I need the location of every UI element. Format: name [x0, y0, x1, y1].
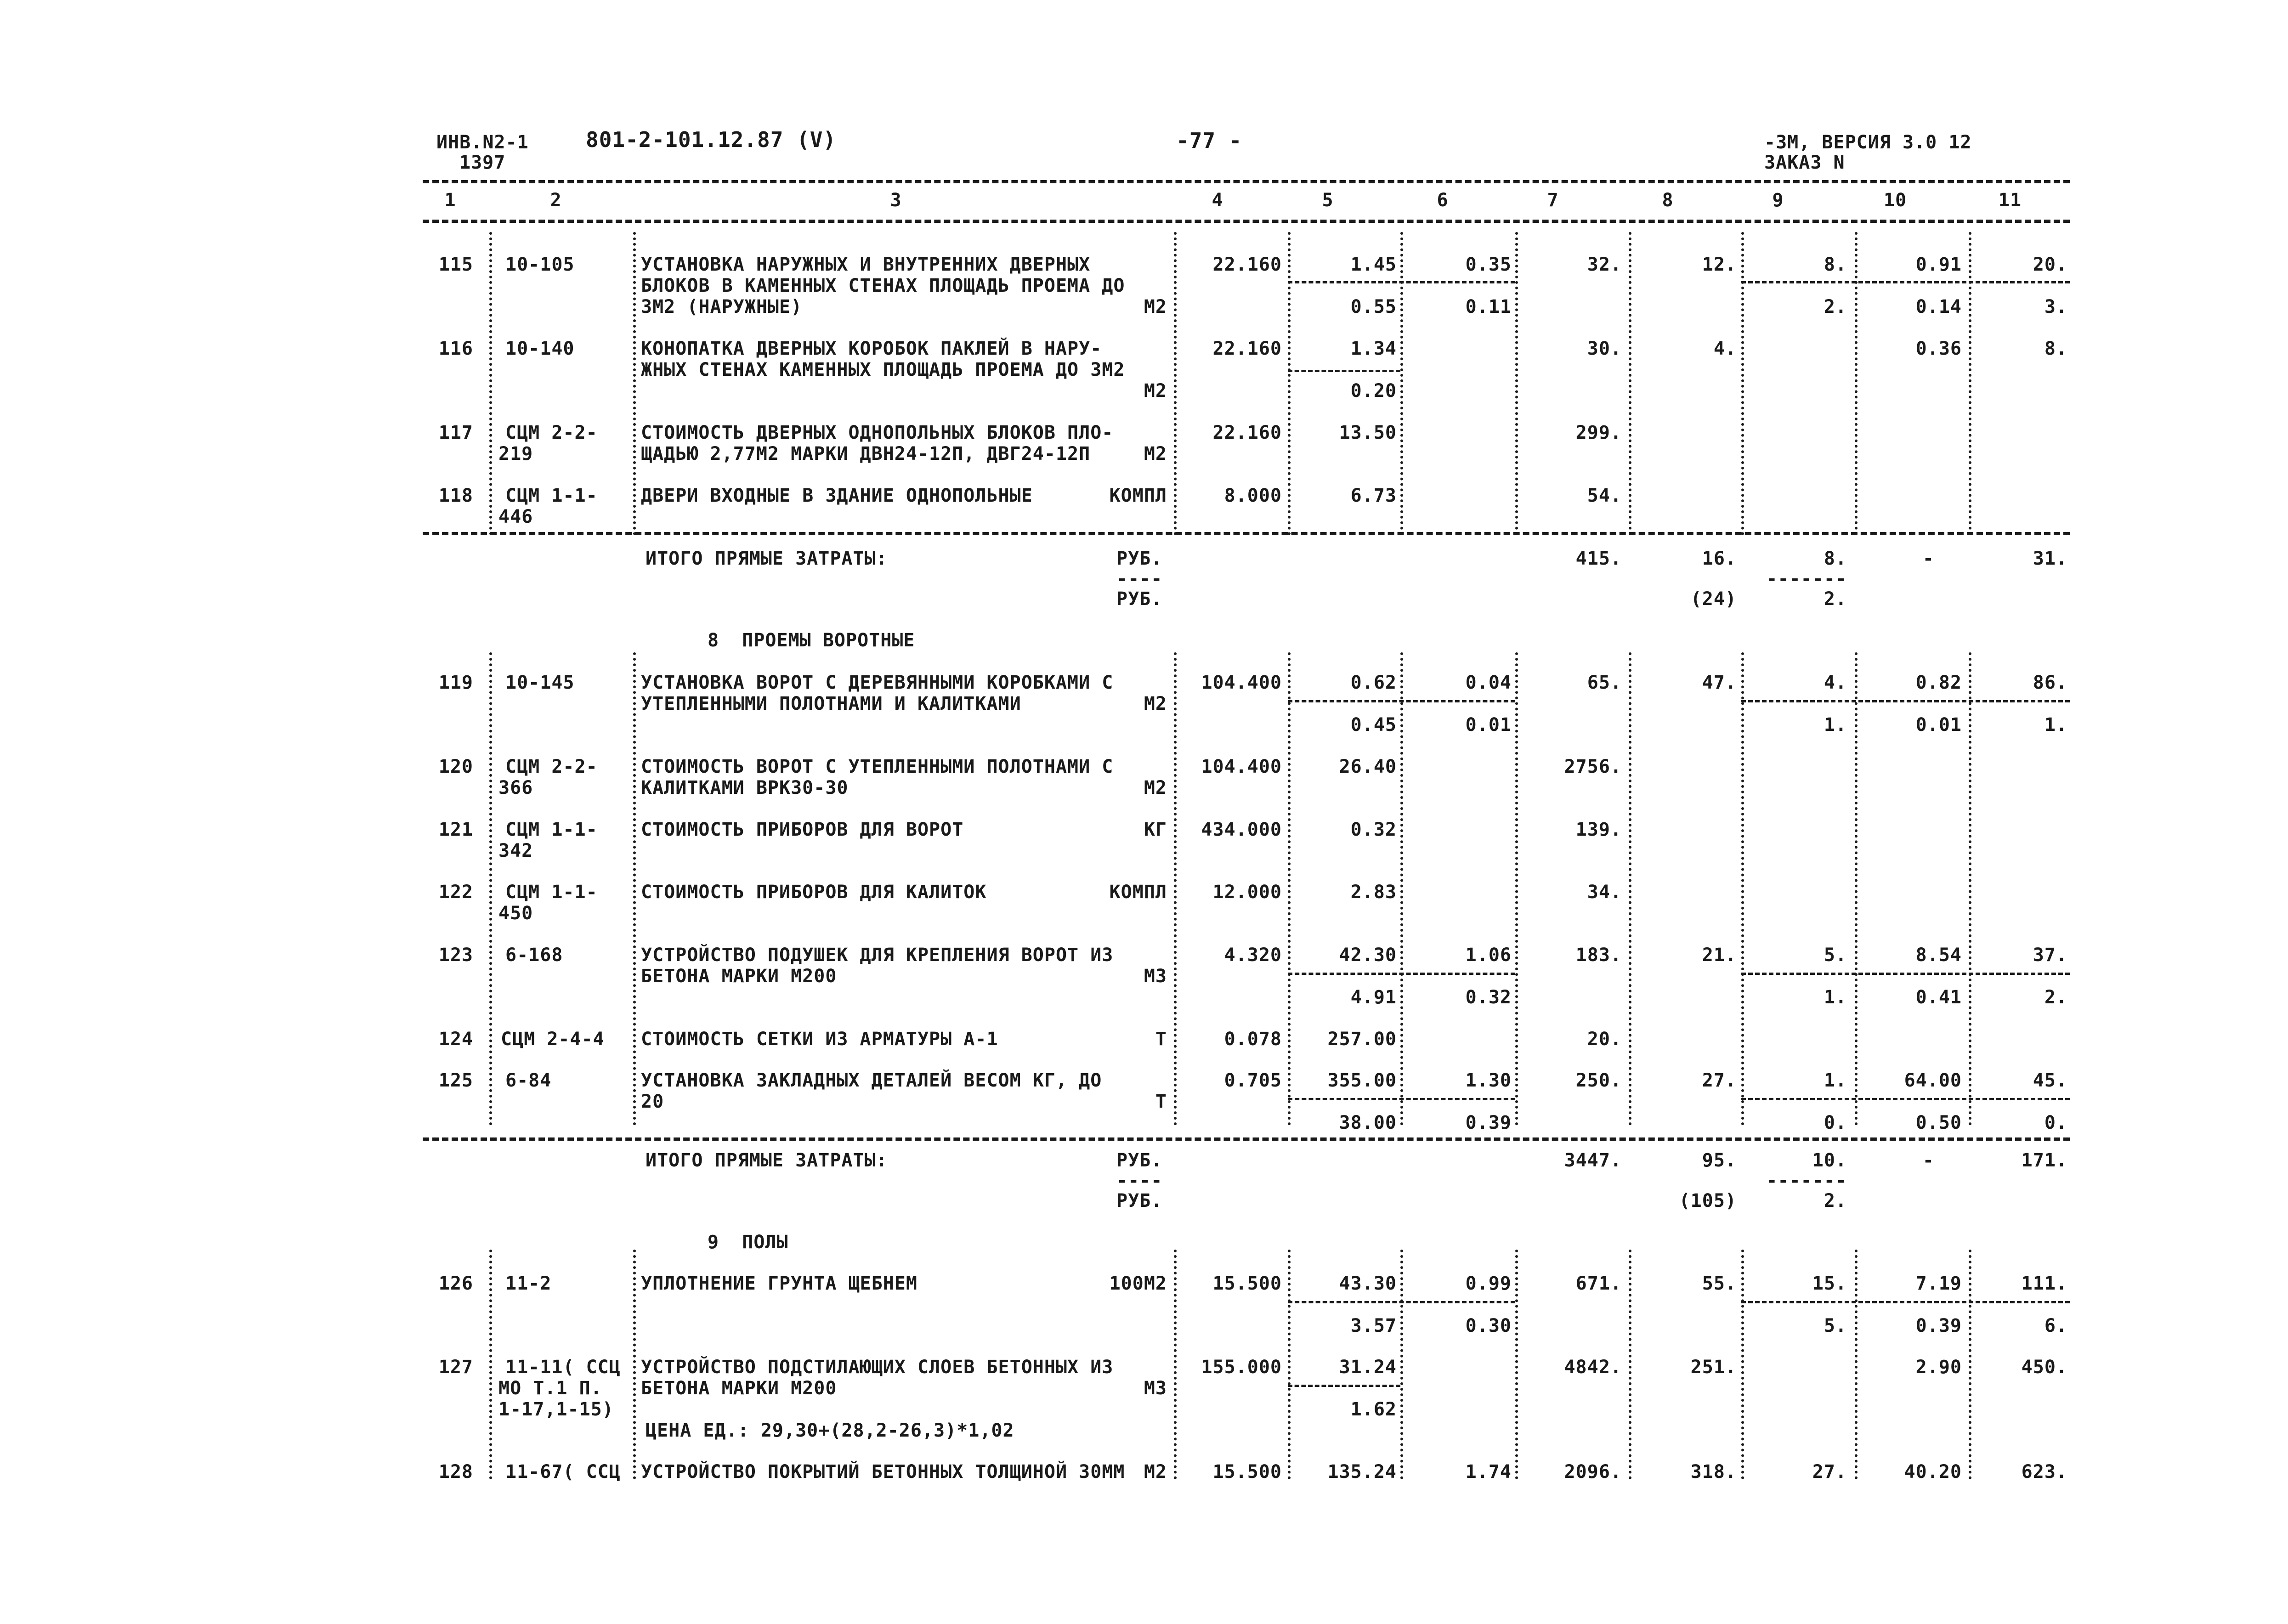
- cell-col-10: 2.90: [1915, 1357, 1962, 1378]
- row-number: 117: [438, 422, 473, 443]
- totals-col-9-b: 2.: [1824, 588, 1847, 610]
- col-sep: [1629, 652, 1631, 1126]
- col-sep: [1515, 232, 1518, 535]
- cell-col-4: 0.705: [1224, 1070, 1282, 1091]
- row-code-cont: 219: [498, 443, 533, 464]
- cell-col-5: 31.24: [1339, 1357, 1397, 1378]
- inventory-number: 1397: [459, 152, 506, 173]
- cell-col-4: 104.400: [1201, 756, 1282, 777]
- row-description-line: СТОИМОСТЬ ПРИБОРОВ ДЛЯ ВОРОТ: [641, 819, 964, 840]
- row-description-line: УСТАНОВКА НАРУЖНЫХ И ВНУТРЕННИХ ДВЕРНЫХ: [641, 254, 1091, 275]
- row-description-line: УСТРОЙСТВО ПОДУШЕК ДЛЯ КРЕПЛЕНИЯ ВОРОТ ИЗ: [641, 945, 1114, 966]
- row-unit: М3: [1144, 966, 1167, 987]
- cell-col-5: 2.83: [1350, 882, 1397, 903]
- row-description-line: БЕТОНА МАРКИ М200: [641, 966, 837, 987]
- col-sep: [1741, 652, 1744, 1126]
- row-code-cont: 450: [498, 903, 533, 924]
- cell-col-8: 251.: [1690, 1357, 1737, 1378]
- row-code-cont: МО Т.1 П.: [498, 1378, 602, 1399]
- col-sep: [1629, 1250, 1631, 1479]
- cell-col-5: 0.32: [1350, 819, 1397, 840]
- totals-col-10: -: [1922, 548, 1934, 569]
- section-title: 9 ПОЛЫ: [708, 1232, 788, 1253]
- cell-col-5: 355.00: [1327, 1070, 1397, 1091]
- cell-col-5: 0.62: [1350, 672, 1397, 693]
- cell-col-11: 86.: [2033, 672, 2067, 693]
- cell-col-5-sub: 3.57: [1350, 1315, 1397, 1336]
- cell-col-9-sub: 0.: [1824, 1112, 1847, 1133]
- row-description-line: 3М2 (НАРУЖНЫЕ): [641, 296, 803, 317]
- cell-col-10-sub: 0.50: [1915, 1112, 1962, 1133]
- cell-col-9: 15.: [1812, 1273, 1847, 1294]
- cell-col-10-sub: 0.39: [1915, 1315, 1962, 1336]
- section-title: 8 ПРОЕМЫ ВОРОТНЫЕ: [708, 630, 915, 651]
- row-description-line: УТЕПЛЕННЫМИ ПОЛОТНАМИ И КАЛИТКАМИ: [641, 693, 1021, 714]
- col-head-11: 11: [1998, 190, 2022, 211]
- col-sep: [633, 652, 636, 1126]
- totals-unit-2: РУБ.: [1116, 588, 1163, 610]
- cell-col-10: 64.00: [1904, 1070, 1962, 1091]
- cell-col-11: 8.: [2044, 338, 2067, 359]
- row-code-cont: 342: [498, 840, 533, 861]
- row-code: СЦМ 2-2-: [505, 422, 598, 443]
- totals-unit: РУБ.: [1116, 1150, 1163, 1171]
- totals-col-11: 171.: [2021, 1150, 2067, 1171]
- page-number: -77 -: [1176, 128, 1242, 153]
- row-number: 120: [438, 756, 473, 777]
- cell-col-10: 0.91: [1915, 254, 1962, 275]
- col-head-1: 1: [444, 190, 456, 211]
- row-number: 115: [438, 254, 473, 275]
- cell-col-5-sub: 1.62: [1350, 1399, 1397, 1420]
- sub-rule: [1288, 1385, 1400, 1387]
- totals-col-9-b: 2.: [1824, 1190, 1847, 1211]
- cell-col-4: 434.000: [1201, 819, 1282, 840]
- row-code: СЦМ 1-1-: [505, 485, 598, 506]
- cell-col-11: 37.: [2033, 945, 2067, 966]
- cell-col-7: 54.: [1587, 485, 1622, 506]
- cell-col-7: 2756.: [1564, 756, 1622, 777]
- cell-col-5: 1.34: [1350, 338, 1397, 359]
- cell-col-7: 30.: [1587, 338, 1622, 359]
- col-sep: [1288, 232, 1291, 535]
- cell-col-7: 299.: [1575, 422, 1622, 443]
- col-sep: [1741, 232, 1744, 535]
- cell-col-5: 13.50: [1339, 422, 1397, 443]
- cell-col-5: 1.45: [1350, 254, 1397, 275]
- row-unit: М2: [1144, 296, 1167, 317]
- sub-rule: [1741, 973, 2070, 975]
- col-head-5: 5: [1322, 190, 1334, 211]
- cell-col-10-sub: 0.14: [1915, 296, 1962, 317]
- cell-col-10: 0.36: [1915, 338, 1962, 359]
- row-unit: КГ: [1144, 819, 1167, 840]
- cell-col-9: 27.: [1812, 1461, 1847, 1483]
- cell-col-6-sub: 0.39: [1465, 1112, 1512, 1133]
- cell-col-7: 20.: [1587, 1029, 1622, 1050]
- col-sep: [1400, 652, 1403, 1126]
- cell-col-10: 0.82: [1915, 672, 1962, 693]
- row-description-line: УСТАНОВКА ВОРОТ С ДЕРЕВЯННЫМИ КОРОБКАМИ С: [641, 672, 1114, 693]
- row-code: 6-84: [505, 1070, 552, 1091]
- col-sep: [489, 1250, 492, 1479]
- cell-col-5-sub: 0.55: [1350, 296, 1397, 317]
- row-unit: Т: [1155, 1091, 1167, 1112]
- cell-col-4: 22.160: [1212, 254, 1282, 275]
- unit-price-note: ЦЕНА ЕД.: 29,30+(28,2-26,3)*1,02: [646, 1420, 1014, 1441]
- row-description-line: СТОИМОСТЬ ВОРОТ С УТЕПЛЕННЫМИ ПОЛОТНАМИ С: [641, 756, 1114, 777]
- header-rule-bottom: [423, 220, 2070, 223]
- col-sep: [1855, 652, 1858, 1126]
- cell-col-4: 22.160: [1212, 422, 1282, 443]
- cell-col-10: 7.19: [1915, 1273, 1962, 1294]
- cell-col-9: 1.: [1824, 1070, 1847, 1091]
- col-head-6: 6: [1437, 190, 1449, 211]
- row-unit: КОМПЛ: [1109, 485, 1167, 506]
- row-code-cont: 1-17,1-15): [498, 1399, 614, 1420]
- cell-col-4: 155.000: [1201, 1357, 1282, 1378]
- row-code: СЦМ 1-1-: [505, 819, 598, 840]
- cell-col-7: 32.: [1587, 254, 1622, 275]
- row-number: 126: [438, 1273, 473, 1294]
- totals-col-8-b: (105): [1679, 1190, 1737, 1211]
- cell-col-5-sub: 0.45: [1350, 714, 1397, 736]
- cell-col-10: 8.54: [1915, 945, 1962, 966]
- cell-col-11-sub: 6.: [2044, 1315, 2067, 1336]
- row-description-line: ДВЕРИ ВХОДНЫЕ В ЗДАНИЕ ОДНОПОЛЬНЫЕ: [641, 485, 1033, 506]
- col-sep: [1515, 1250, 1518, 1479]
- row-unit: 100М2: [1109, 1273, 1167, 1294]
- totals-col-11: 31.: [2033, 548, 2067, 569]
- cell-col-4: 15.500: [1212, 1461, 1282, 1483]
- row-description-line: БЕТОНА МАРКИ М200: [641, 1378, 837, 1399]
- cell-col-6: 1.06: [1465, 945, 1512, 966]
- cell-col-5: 6.73: [1350, 485, 1397, 506]
- row-number: 122: [438, 882, 473, 903]
- row-number: 125: [438, 1070, 473, 1091]
- cell-col-6: 0.35: [1465, 254, 1512, 275]
- cell-col-8: 21.: [1702, 945, 1737, 966]
- col-sep: [633, 232, 636, 535]
- totals-label: ИТОГО ПРЯМЫЕ ЗАТРАТЫ:: [646, 1150, 888, 1171]
- sub-rule: [1741, 281, 2070, 283]
- totals-col-8: 95.: [1702, 1150, 1737, 1171]
- totals-label: ИТОГО ПРЯМЫЕ ЗАТРАТЫ:: [646, 548, 888, 569]
- sub-rule: [1288, 973, 1515, 975]
- row-description-line: УПЛОТНЕНИЕ ГРУНТА ЩЕБНЕМ: [641, 1273, 917, 1294]
- cell-col-10-sub: 0.41: [1915, 987, 1962, 1008]
- row-unit: М2: [1144, 693, 1167, 714]
- row-number: 121: [438, 819, 473, 840]
- col-head-7: 7: [1547, 190, 1559, 211]
- col-sep: [1288, 1250, 1291, 1479]
- row-number: 116: [438, 338, 473, 359]
- row-number: 127: [438, 1357, 473, 1378]
- sub-rule: [1741, 1301, 2070, 1303]
- cell-col-6-sub: 0.30: [1465, 1315, 1512, 1336]
- cell-col-6: 0.99: [1465, 1273, 1512, 1294]
- cell-col-6: 1.74: [1465, 1461, 1512, 1483]
- cell-col-5: 26.40: [1339, 756, 1397, 777]
- cell-col-7: 250.: [1575, 1070, 1622, 1091]
- sub-rule: [1288, 281, 1515, 283]
- cell-col-4: 22.160: [1212, 338, 1282, 359]
- cell-col-8: 47.: [1702, 672, 1737, 693]
- row-number: 128: [438, 1461, 473, 1483]
- cell-col-11-sub: 2.: [2044, 987, 2067, 1008]
- header-rule-top: [423, 180, 2070, 183]
- cell-col-4: 104.400: [1201, 672, 1282, 693]
- col-sep: [1400, 1250, 1403, 1479]
- col-sep: [489, 232, 492, 535]
- row-number: 123: [438, 945, 473, 966]
- row-unit: М3: [1144, 1378, 1167, 1399]
- cell-col-11: 45.: [2033, 1070, 2067, 1091]
- sub-rule: [1288, 700, 1515, 702]
- cell-col-11-sub: 1.: [2044, 714, 2067, 736]
- row-code: 11-67( ССЦ: [505, 1461, 621, 1483]
- cell-col-10-sub: 0.01: [1915, 714, 1962, 736]
- row-description-line: СТОИМОСТЬ ПРИБОРОВ ДЛЯ КАЛИТОК: [641, 882, 987, 903]
- col-head-2: 2: [550, 190, 562, 211]
- row-code: 11-11( ССЦ: [505, 1357, 621, 1378]
- totals-col-9: 8.: [1824, 548, 1847, 569]
- row-description-line: БЛОКОВ В КАМЕННЫХ СТЕНАХ ПЛОЩАДЬ ПРОЕМА ДО: [641, 275, 1125, 296]
- row-unit: М2: [1144, 777, 1167, 798]
- totals-col-9: 10.: [1812, 1150, 1847, 1171]
- col-sep: [1288, 652, 1291, 1126]
- cell-col-5-sub: 0.20: [1350, 380, 1397, 402]
- col-sep: [633, 1250, 636, 1479]
- cell-col-7: 4842.: [1564, 1357, 1622, 1378]
- totals-col-7: 3447.: [1564, 1150, 1622, 1171]
- cell-col-11: 111.: [2021, 1273, 2067, 1294]
- col-sep: [1855, 232, 1858, 535]
- row-description-line: СТОИМОСТЬ СЕТКИ ИЗ АРМАТУРЫ А-1: [641, 1029, 998, 1050]
- cell-col-4: 0.078: [1224, 1029, 1282, 1050]
- cell-col-7: 183.: [1575, 945, 1622, 966]
- row-code: 10-105: [505, 254, 575, 275]
- row-number: 119: [438, 672, 473, 693]
- cell-col-5-sub: 4.91: [1350, 987, 1397, 1008]
- order-label: ЗАКАЗ N: [1764, 152, 1845, 173]
- totals-unit-separator: ----: [1116, 568, 1163, 589]
- row-code: 11-2: [505, 1273, 552, 1294]
- cell-col-11: 623.: [2021, 1461, 2067, 1483]
- cell-col-5: 135.24: [1327, 1461, 1397, 1483]
- row-code: СЦМ 1-1-: [505, 882, 598, 903]
- cell-col-11: 20.: [2033, 254, 2067, 275]
- col-sep: [1629, 232, 1631, 535]
- totals-unit-separator: ----: [1116, 1170, 1163, 1191]
- col-sep: [1174, 232, 1177, 535]
- cell-col-4: 12.000: [1212, 882, 1282, 903]
- cell-col-6-sub: 0.01: [1465, 714, 1512, 736]
- row-description-line: УСТРОЙСТВО ПОДСТИЛАЮЩИХ СЛОЕВ БЕТОННЫХ ИЗ: [641, 1357, 1114, 1378]
- cell-col-4: 15.500: [1212, 1273, 1282, 1294]
- totals-col-10: -: [1922, 1150, 1934, 1171]
- total-rule: [423, 532, 2070, 535]
- col-sep: [1969, 232, 1971, 535]
- totals-unit-2: РУБ.: [1116, 1190, 1163, 1211]
- row-code: СЦМ 2-2-: [505, 756, 598, 777]
- sub-rule: [1288, 1098, 1515, 1100]
- col-sep: [1400, 232, 1403, 535]
- col-head-8: 8: [1662, 190, 1674, 211]
- version-label: -ЗМ, ВЕРСИЯ 3.0 12: [1764, 132, 1972, 153]
- totals-col-8: 16.: [1702, 548, 1737, 569]
- sub-rule: [1741, 700, 2070, 702]
- row-code: СЦМ 2-4-4: [501, 1029, 605, 1050]
- cell-col-8: 12.: [1702, 254, 1737, 275]
- totals-unit: РУБ.: [1116, 548, 1163, 569]
- col-head-3: 3: [890, 190, 902, 211]
- col-sep: [1174, 652, 1177, 1126]
- row-description-line: КАЛИТКАМИ ВРК30-30: [641, 777, 849, 798]
- cell-col-5-sub: 38.00: [1339, 1112, 1397, 1133]
- cell-col-9-sub: 1.: [1824, 714, 1847, 736]
- totals-col-8-b: (24): [1690, 588, 1737, 610]
- col-sep: [1515, 652, 1518, 1126]
- cell-col-8: 4.: [1713, 338, 1737, 359]
- cell-col-11: 450.: [2021, 1357, 2067, 1378]
- row-code-cont: 446: [498, 506, 533, 527]
- row-code: 6-168: [505, 945, 563, 966]
- sub-rule: [1288, 1301, 1515, 1303]
- cell-col-7: 2096.: [1564, 1461, 1622, 1483]
- cell-col-7: 34.: [1587, 882, 1622, 903]
- row-code-cont: 366: [498, 777, 533, 798]
- cell-col-4: 4.320: [1224, 945, 1282, 966]
- cell-col-9-sub: 2.: [1824, 296, 1847, 317]
- row-unit: Т: [1155, 1029, 1167, 1050]
- row-unit: М2: [1144, 1461, 1167, 1483]
- cell-col-6: 1.30: [1465, 1070, 1512, 1091]
- cell-col-8: 318.: [1690, 1461, 1737, 1483]
- row-unit: М2: [1144, 380, 1167, 402]
- cell-col-10: 40.20: [1904, 1461, 1962, 1483]
- cell-col-5: 257.00: [1327, 1029, 1397, 1050]
- cell-col-7: 139.: [1575, 819, 1622, 840]
- cell-col-9: 8.: [1824, 254, 1847, 275]
- cell-col-9-sub: 1.: [1824, 987, 1847, 1008]
- cell-col-4: 8.000: [1224, 485, 1282, 506]
- cell-col-11-sub: 0.: [2044, 1112, 2067, 1133]
- cell-col-9-sub: 5.: [1824, 1315, 1847, 1336]
- col-head-10: 10: [1883, 190, 1907, 211]
- cell-col-5: 43.30: [1339, 1273, 1397, 1294]
- row-description-line: СТОИМОСТЬ ДВЕРНЫХ ОДНОПОЛЬНЫХ БЛОКОВ ПЛО-: [641, 422, 1114, 443]
- totals-col-9-separator: -------: [1766, 1170, 1847, 1191]
- cell-col-7: 65.: [1587, 672, 1622, 693]
- document-code: 801-2-101.12.87 (V): [586, 127, 837, 152]
- col-sep: [1174, 1250, 1177, 1479]
- row-number: 124: [438, 1029, 473, 1050]
- row-number: 118: [438, 485, 473, 506]
- col-sep: [1855, 1250, 1858, 1479]
- row-description-line: УСТАНОВКА ЗАКЛАДНЫХ ДЕТАЛЕЙ ВЕСОМ КГ, ДО: [641, 1070, 1102, 1091]
- row-description-line: 20: [641, 1091, 664, 1112]
- sub-rule: [1741, 1098, 2070, 1100]
- totals-col-9-separator: -------: [1766, 568, 1847, 589]
- totals-col-7: 415.: [1575, 548, 1622, 569]
- col-head-4: 4: [1212, 190, 1223, 211]
- cell-col-11-sub: 3.: [2044, 296, 2067, 317]
- row-description-line: УСТРОЙСТВО ПОКРЫТИЙ БЕТОННЫХ ТОЛЩИНОЙ 30ММ: [641, 1461, 1125, 1483]
- cell-col-5: 42.30: [1339, 945, 1397, 966]
- cell-col-8: 55.: [1702, 1273, 1737, 1294]
- inventory-label: ИНВ.N2-1: [436, 132, 529, 153]
- row-unit: КОМПЛ: [1109, 882, 1167, 903]
- cell-col-9: 5.: [1824, 945, 1847, 966]
- cell-col-6-sub: 0.32: [1465, 987, 1512, 1008]
- row-unit: М2: [1144, 443, 1167, 464]
- total-rule: [423, 1137, 2070, 1141]
- row-description-line: ЖНЫХ СТЕНАХ КАМЕННЫХ ПЛОЩАДЬ ПРОЕМА ДО 3М2: [641, 359, 1125, 380]
- cell-col-8: 27.: [1702, 1070, 1737, 1091]
- sub-rule: [1288, 370, 1400, 372]
- row-description-line: КОНОПАТКА ДВЕРНЫХ КОРОБОК ПАКЛЕЙ В НАРУ-: [641, 338, 1102, 359]
- row-description-line: ЩАДЬЮ 2,77М2 МАРКИ ДВН24-12П, ДВГ24-12П: [641, 443, 1091, 464]
- col-sep: [1741, 1250, 1744, 1479]
- cell-col-6-sub: 0.11: [1465, 296, 1512, 317]
- col-head-9: 9: [1772, 190, 1784, 211]
- row-code: 10-145: [505, 672, 575, 693]
- cell-col-9: 4.: [1824, 672, 1847, 693]
- row-code: 10-140: [505, 338, 575, 359]
- cell-col-7: 671.: [1575, 1273, 1622, 1294]
- col-sep: [489, 652, 492, 1126]
- cell-col-6: 0.04: [1465, 672, 1512, 693]
